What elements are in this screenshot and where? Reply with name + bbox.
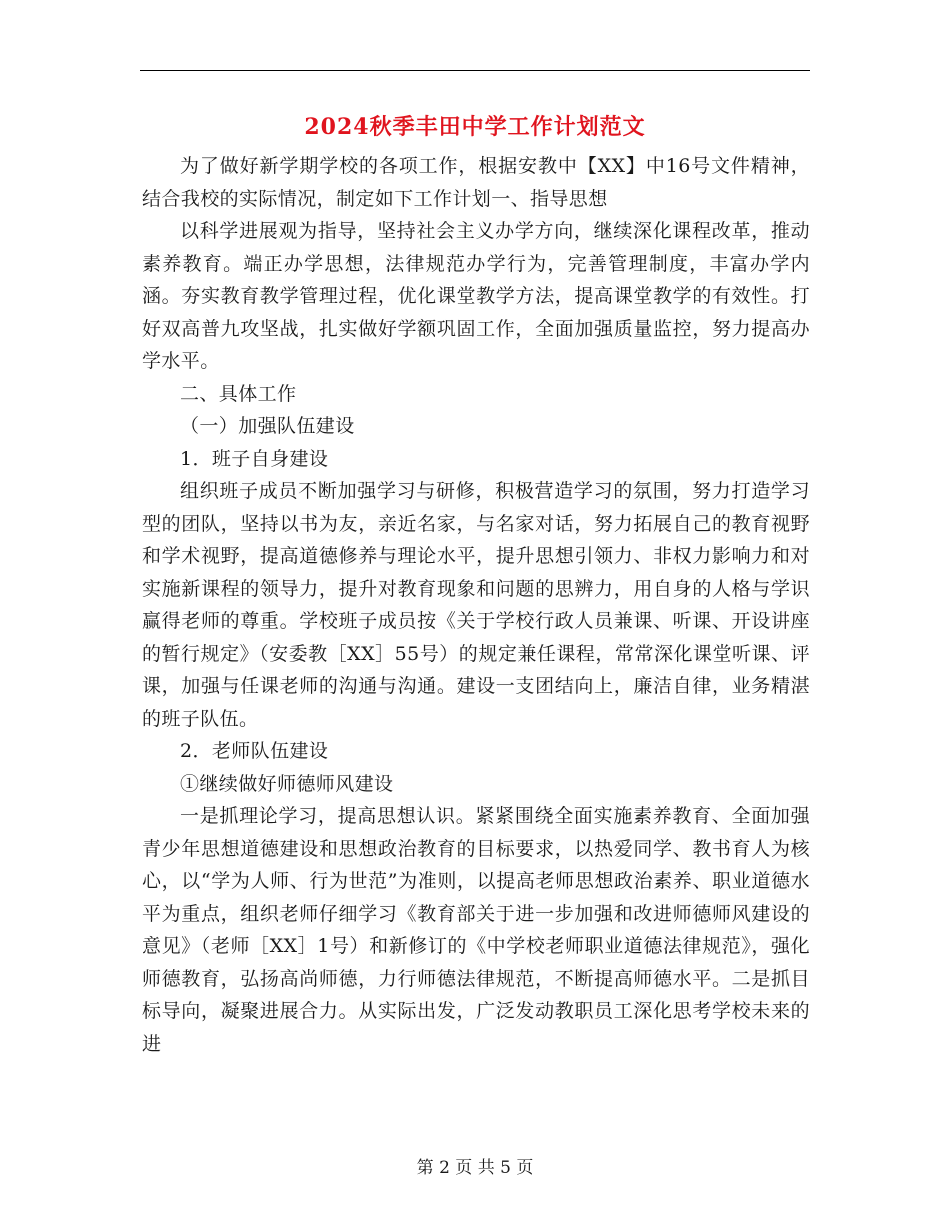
paragraph-leadership: 组织班子成员不断加强学习与研修，积极营造学习的氛围，努力打造学习型的团队，坚持以书为友，亲近名家，与名家对话，努力拓展自己的教育视野和学术视野，提高道德修养与理论水平，提升思想引领力、非权力影响力和对实施新课程的领导力，提升对教育现象和问题的思辨力，用自身的人格与学识赢得老师的尊重。学校班子成员按《关于学校行政人员兼课、听课、开设讲座的暂行规定》（安委教［XX］55号）的规定兼任课程，常常深化课堂听课、评课，加强与任课老师的沟通与沟通。建设一支团结向上，廉洁自律，业务精湛的班子队伍。 xyxy=(142,480,810,730)
item-heading-ethics: ①继续做好师德师风建设 xyxy=(180,772,394,795)
paragraph-ethics: 一是抓理论学习，提高思想认识。紧紧围绕全面实施素养教育、全面加强青少年思想道德建设和思想政治教育的目标要求，以热爱同学、教书育人为核心，以“学为人师、行为世范”为准则，以提高老师思想政治素养、职业道德水平为重点，组织老师仔细学习《教育部关于进一步加强和改进师德师风建设的意见》（老师［XX］1号）和新修订的《中学校老师职业道德法律规范》，强化师德教育，弘扬高尚师德，力行师德法律规范，不断提高师德水平。二是抓目标导向，凝聚进展合力。从实际出发，广泛发动教职员工深化思考学校未来的进 xyxy=(142,805,810,1055)
page-number-footer: 第 2 页 共 5 页 xyxy=(416,1158,534,1178)
document-body xyxy=(142,150,810,1060)
section-heading-specific-work: 二、具体工作 xyxy=(180,382,297,405)
paragraph-intro: 为了做好新学期学校的各项工作，根据安教中【XX】中16号文件精神，结合我校的实际情况，制定如下工作计划一、指导思想 xyxy=(142,155,810,210)
paragraph-guiding-thought: 以科学进展观为指导，坚持社会主义办学方向，继续深化课程改革，推动素养教育。端正办学思想，法律规范办学行为，完善管理制度，丰富办学内涵。夯实教育教学管理过程，优化课堂教学方法，提高课堂教学的有效性。打好双高普九攻坚战，扎实做好学额巩固工作，全面加强质量监控，努力提高办学水平。 xyxy=(142,220,810,372)
item-heading-teachers: 2．老师队伍建设 xyxy=(180,740,329,762)
header-rule xyxy=(140,70,810,71)
item-heading-leadership: 1．班子自身建设 xyxy=(180,447,329,470)
subsection-heading-team-building: （一）加强队伍建设 xyxy=(180,415,355,437)
document-title: 2024秋季丰田中学工作计划范文 xyxy=(304,114,646,140)
